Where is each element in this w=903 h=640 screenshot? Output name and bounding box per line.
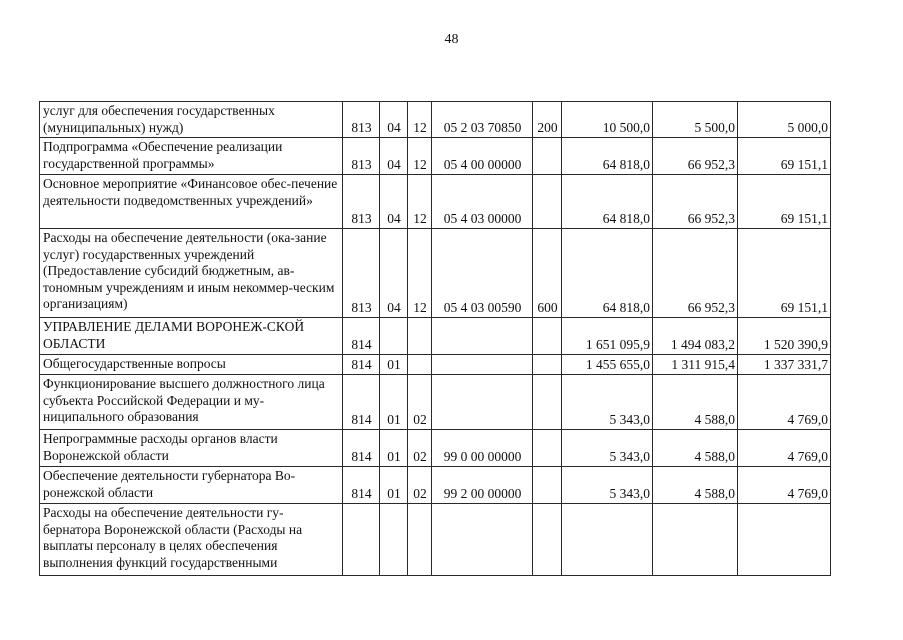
pr-cell: 12 bbox=[408, 175, 432, 229]
row-name: услуг для обеспечения государственных (муниципальных) нужд) bbox=[40, 102, 343, 138]
grbs-cell: 813 bbox=[343, 175, 380, 229]
year2-amount: 66 952,3 bbox=[653, 138, 738, 175]
year3-amount bbox=[738, 504, 831, 576]
pr-cell: 12 bbox=[408, 102, 432, 138]
year2-amount bbox=[653, 504, 738, 576]
vr-cell bbox=[533, 504, 562, 576]
year1-amount: 64 818,0 bbox=[562, 229, 653, 318]
row-name: Расходы на обеспечение деятельности (ока-зание услуг) государственных учреждений (Предоставление субсидий бюджетным, ав-тономным учреждениям и иным некоммер-ческим организациям) bbox=[40, 229, 343, 318]
csr-cell bbox=[432, 355, 533, 375]
vr-cell: 200 bbox=[533, 102, 562, 138]
year3-amount: 1 337 331,7 bbox=[738, 355, 831, 375]
table-row bbox=[40, 175, 831, 229]
csr-cell: 05 4 03 00000 bbox=[432, 175, 533, 229]
year3-amount: 4 769,0 bbox=[738, 375, 831, 430]
rz-cell: 01 bbox=[380, 375, 408, 430]
grbs-cell: 814 bbox=[343, 318, 380, 355]
page-number: 48 bbox=[444, 32, 459, 47]
rz-cell: 04 bbox=[380, 138, 408, 175]
table-row bbox=[40, 430, 831, 467]
year3-amount: 69 151,1 bbox=[738, 175, 831, 229]
pr-cell: 12 bbox=[408, 138, 432, 175]
grbs-cell: 814 bbox=[343, 355, 380, 375]
table-row bbox=[40, 355, 831, 375]
grbs-cell: 813 bbox=[343, 102, 380, 138]
year1-amount: 64 818,0 bbox=[562, 138, 653, 175]
year2-amount: 4 588,0 bbox=[653, 467, 738, 504]
pr-cell: 12 bbox=[408, 229, 432, 318]
table-row bbox=[40, 229, 831, 318]
vr-cell bbox=[533, 355, 562, 375]
rz-cell: 04 bbox=[380, 175, 408, 229]
pr-cell bbox=[408, 318, 432, 355]
row-name: Расходы на обеспечение деятельности гу-бернатора Воронежской области (Расходы на выплаты персоналу в целях обеспечения выполнения функций государственными bbox=[40, 504, 343, 576]
grbs-cell: 814 bbox=[343, 467, 380, 504]
vr-cell: 600 bbox=[533, 229, 562, 318]
year1-amount: 5 343,0 bbox=[562, 430, 653, 467]
year3-amount: 4 769,0 bbox=[738, 467, 831, 504]
year1-amount: 1 455 655,0 bbox=[562, 355, 653, 375]
pr-cell bbox=[408, 504, 432, 576]
grbs-cell bbox=[343, 504, 380, 576]
year2-amount: 4 588,0 bbox=[653, 375, 738, 430]
vr-cell bbox=[533, 138, 562, 175]
rz-cell: 04 bbox=[380, 229, 408, 318]
rz-cell bbox=[380, 504, 408, 576]
row-name: Обеспечение деятельности губернатора Во-ронежской области bbox=[40, 467, 343, 504]
budget-table bbox=[39, 101, 831, 576]
row-name: Подпрограмма «Обеспечение реализации государственной программы» bbox=[40, 138, 343, 175]
row-name: УПРАВЛЕНИЕ ДЕЛАМИ ВОРОНЕЖ-СКОЙ ОБЛАСТИ bbox=[40, 318, 343, 355]
year2-amount: 1 311 915,4 bbox=[653, 355, 738, 375]
grbs-cell: 813 bbox=[343, 229, 380, 318]
rz-cell: 01 bbox=[380, 467, 408, 504]
rz-cell: 04 bbox=[380, 102, 408, 138]
csr-cell: 05 4 03 00590 bbox=[432, 229, 533, 318]
vr-cell bbox=[533, 375, 562, 430]
rz-cell: 01 bbox=[380, 355, 408, 375]
year3-amount: 5 000,0 bbox=[738, 102, 831, 138]
table-row bbox=[40, 138, 831, 175]
table-row bbox=[40, 504, 831, 576]
row-name: Функционирование высшего должностного лица субъекта Российской Федерации и му-ниципального образования bbox=[40, 375, 343, 430]
vr-cell bbox=[533, 467, 562, 504]
grbs-cell: 814 bbox=[343, 430, 380, 467]
year2-amount: 4 588,0 bbox=[653, 430, 738, 467]
year3-amount: 4 769,0 bbox=[738, 430, 831, 467]
year1-amount: 64 818,0 bbox=[562, 175, 653, 229]
year3-amount: 1 520 390,9 bbox=[738, 318, 831, 355]
row-name: Непрограммные расходы органов власти Воронежской области bbox=[40, 430, 343, 467]
year3-amount: 69 151,1 bbox=[738, 138, 831, 175]
csr-cell bbox=[432, 504, 533, 576]
year1-amount: 1 651 095,9 bbox=[562, 318, 653, 355]
csr-cell: 99 0 00 00000 bbox=[432, 430, 533, 467]
year2-amount: 66 952,3 bbox=[653, 175, 738, 229]
pr-cell bbox=[408, 355, 432, 375]
year1-amount: 5 343,0 bbox=[562, 375, 653, 430]
csr-cell bbox=[432, 318, 533, 355]
year3-amount: 69 151,1 bbox=[738, 229, 831, 318]
year2-amount: 66 952,3 bbox=[653, 229, 738, 318]
year1-amount: 10 500,0 bbox=[562, 102, 653, 138]
csr-cell bbox=[432, 375, 533, 430]
rz-cell bbox=[380, 318, 408, 355]
table-row bbox=[40, 375, 831, 430]
row-name: Общегосударственные вопросы bbox=[40, 355, 343, 375]
vr-cell bbox=[533, 175, 562, 229]
year2-amount: 5 500,0 bbox=[653, 102, 738, 138]
row-name: Основное мероприятие «Финансовое обес-печение деятельности подведомственных учреждений» bbox=[40, 175, 343, 229]
csr-cell: 05 2 03 70850 bbox=[432, 102, 533, 138]
vr-cell bbox=[533, 318, 562, 355]
pr-cell: 02 bbox=[408, 467, 432, 504]
pr-cell: 02 bbox=[408, 430, 432, 467]
vr-cell bbox=[533, 430, 562, 467]
table-row bbox=[40, 318, 831, 355]
pr-cell: 02 bbox=[408, 375, 432, 430]
year1-amount bbox=[562, 504, 653, 576]
table-row bbox=[40, 467, 831, 504]
year2-amount: 1 494 083,2 bbox=[653, 318, 738, 355]
csr-cell: 99 2 00 00000 bbox=[432, 467, 533, 504]
grbs-cell: 813 bbox=[343, 138, 380, 175]
year1-amount: 5 343,0 bbox=[562, 467, 653, 504]
table-row bbox=[40, 102, 831, 138]
grbs-cell: 814 bbox=[343, 375, 380, 430]
csr-cell: 05 4 00 00000 bbox=[432, 138, 533, 175]
rz-cell: 01 bbox=[380, 430, 408, 467]
